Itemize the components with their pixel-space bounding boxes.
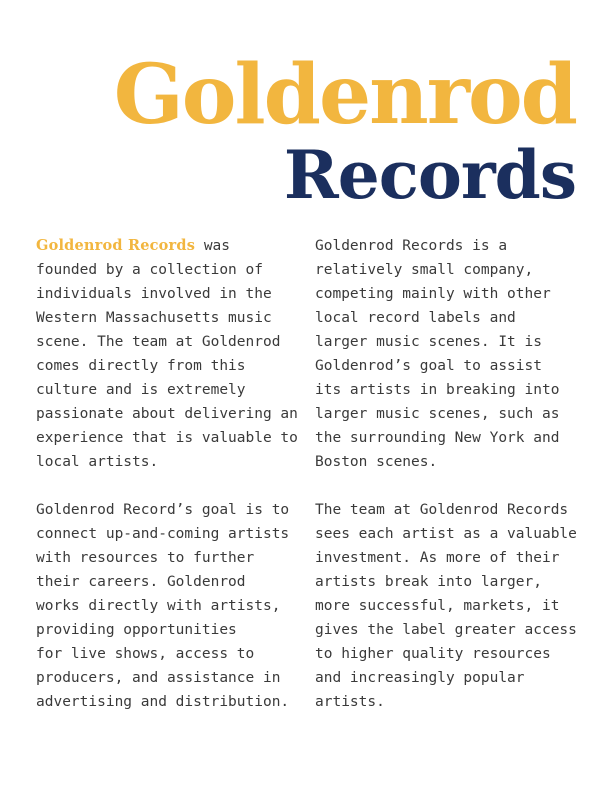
text-line: artists. (315, 694, 385, 710)
paragraph-gap (36, 474, 304, 498)
text-line: artists break into larger, (315, 574, 542, 590)
text-line: more successful, markets, it (315, 598, 560, 614)
right-paragraph-1 (315, 234, 583, 474)
text-fragment: was (195, 238, 231, 254)
text-line: investment. As more of their (315, 550, 560, 566)
right-column (315, 234, 583, 714)
text-line: advertising and distribution. (36, 694, 290, 710)
text-line: Goldenrod Records is a (315, 238, 508, 254)
title-goldenrod: Goldenrod (113, 47, 576, 143)
text-line: competing mainly with other (315, 286, 551, 302)
text-line: larger music scenes, such as (315, 406, 560, 422)
text-line: passionate about delivering an (36, 406, 298, 422)
brand-name: Goldenrod Records (36, 237, 196, 254)
text-line: founded by a collection of (36, 262, 263, 278)
text-line: relatively small company, (315, 262, 534, 278)
text-line: scene. The team at Goldenrod (36, 334, 281, 350)
text-line: The team at Goldenrod Records (315, 502, 569, 518)
paragraph-gap (315, 474, 583, 498)
left-paragraph-2 (36, 498, 304, 714)
text-line: local artists. (36, 454, 159, 470)
text-line: its artists in breaking into (315, 382, 560, 398)
text-line: connect up-and-coming artists (36, 526, 290, 542)
text-line: experience that is valuable to (36, 430, 298, 446)
text-line: producers, and assistance in (36, 670, 281, 686)
text-line: Boston scenes. (315, 454, 438, 470)
text-line: larger music scenes. It is (315, 334, 542, 350)
left-paragraph-1 (36, 234, 304, 474)
text-line: and increasingly popular (315, 670, 525, 686)
text-line: local record labels and (315, 310, 516, 326)
text-line: their careers. Goldenrod (36, 574, 246, 590)
text-line: for live shows, access to (36, 646, 255, 662)
text-line: the surrounding New York and (315, 430, 560, 446)
text-line: providing opportunities (36, 622, 237, 638)
text-line: gives the label greater access (315, 622, 577, 638)
text-line: culture and is extremely (36, 382, 246, 398)
text-line: works directly with artists, (36, 598, 281, 614)
title-records: Records (283, 136, 576, 214)
text-line: Goldenrod’s goal to assist (315, 358, 542, 374)
text-line: sees each artist as a valuable (315, 526, 577, 542)
text-line: individuals involved in the (36, 286, 272, 302)
text-line: with resources to further (36, 550, 255, 566)
text-line: to higher quality resources (315, 646, 551, 662)
text-line (36, 234, 304, 258)
right-paragraph-2 (315, 498, 583, 714)
left-column (36, 234, 304, 714)
text-line: Western Massachusetts music (36, 310, 272, 326)
text-line: Goldenrod Record’s goal is to (36, 502, 290, 518)
text-line: comes directly from this (36, 358, 246, 374)
